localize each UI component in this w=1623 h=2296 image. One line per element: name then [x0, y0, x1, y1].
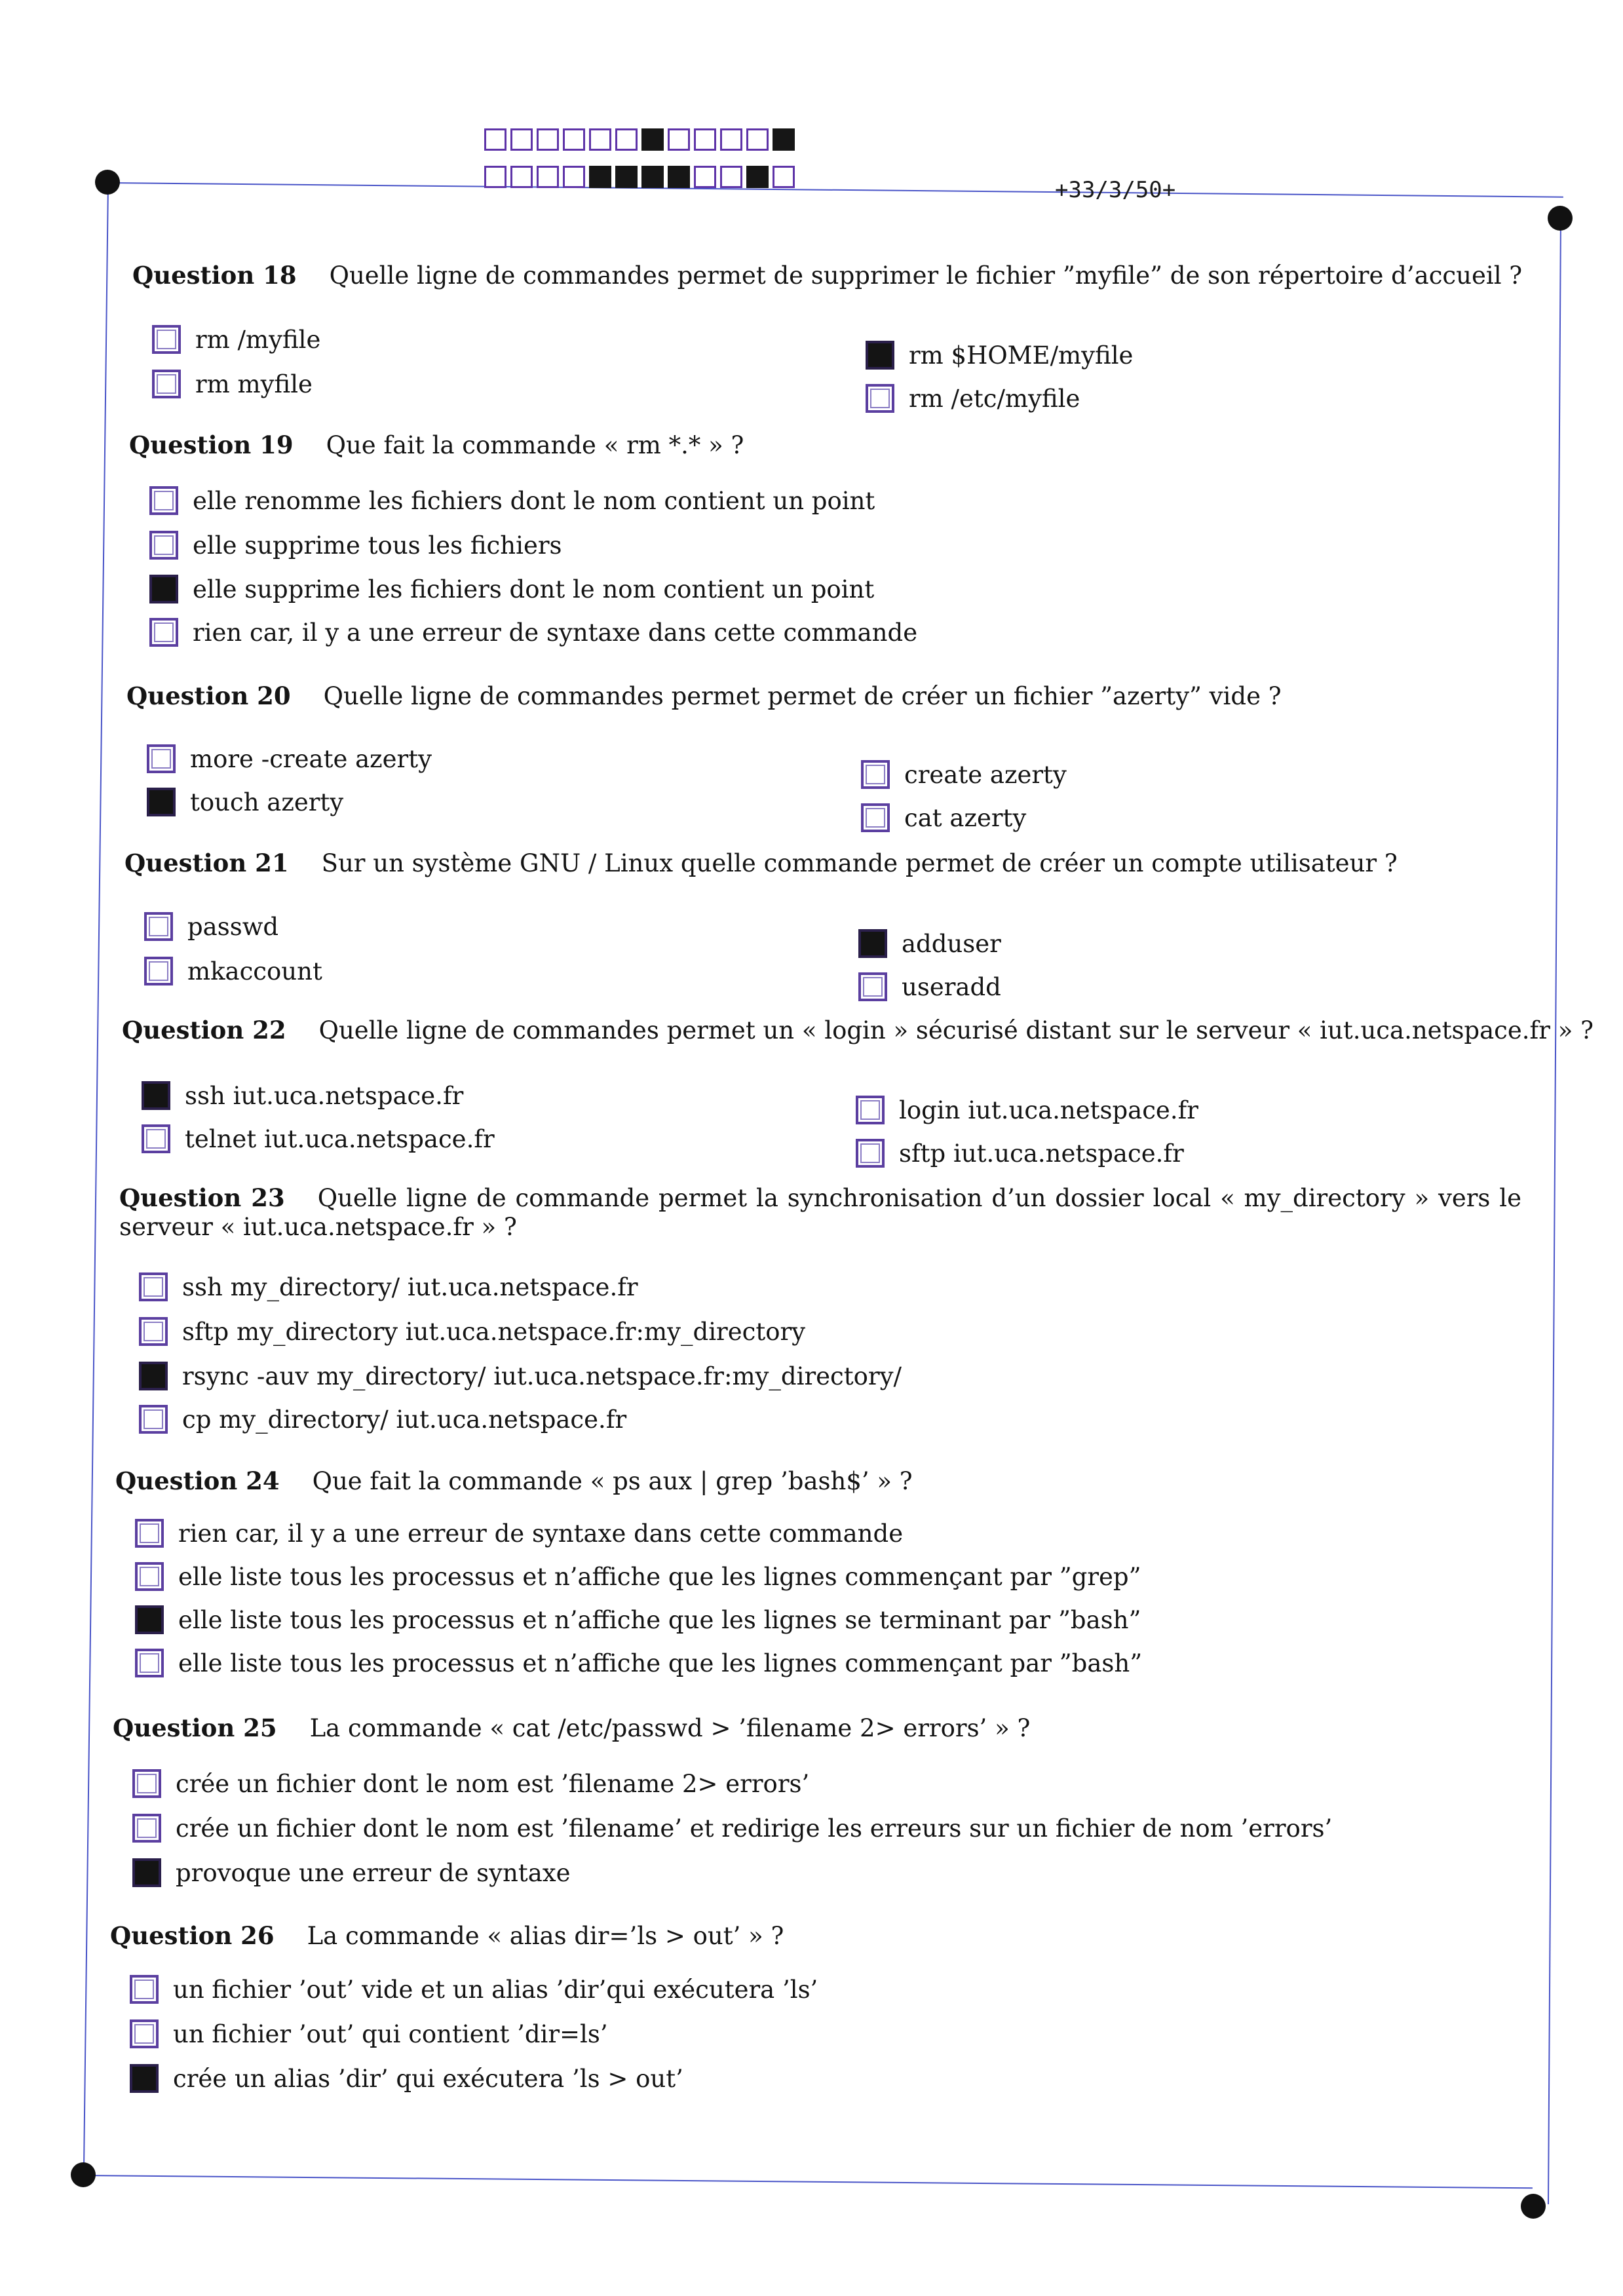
id-code-cell	[773, 128, 795, 151]
question-header	[124, 849, 1398, 878]
answer-checkbox[interactable]	[135, 1562, 164, 1591]
answer-choice[interactable]	[856, 1096, 1198, 1124]
answer-choice[interactable]	[132, 1858, 571, 1887]
id-code-cell	[720, 128, 742, 151]
id-code-cell	[484, 166, 506, 188]
id-code-cell	[615, 166, 638, 188]
answer-label: ssh iut.uca.netspace.fr	[185, 1081, 464, 1110]
corner-marker-bottom-left	[71, 2162, 96, 2187]
id-code-cell	[773, 166, 795, 188]
question-number: Question 23	[119, 1183, 285, 1212]
id-code-cell	[694, 128, 716, 151]
id-code-cell	[668, 128, 690, 151]
answer-choice[interactable]	[130, 1975, 818, 2004]
answer-checkbox[interactable]	[130, 1975, 159, 2004]
id-code-cell	[746, 166, 769, 188]
question-text: Quelle ligne de commandes permet permet de créer un fichier ”azerty” vide ?	[323, 682, 1282, 710]
answer-checkbox[interactable]	[152, 325, 181, 354]
answer-checkbox[interactable]	[142, 1124, 170, 1153]
answer-label: rien car, il y a une erreur de syntaxe dans cette commande	[178, 1519, 904, 1548]
frame-right-line	[1548, 219, 1561, 2204]
id-code-row-2	[484, 166, 799, 188]
question-text: Quelle ligne de commandes permet un « login » sécurisé distant sur le serveur « iut.uca.netspace.fr » ?	[318, 1016, 1594, 1044]
question-number: Question 24	[115, 1466, 280, 1495]
answer-checkbox[interactable]	[132, 1769, 161, 1798]
answer-label: elle liste tous les processus et n’affiche que les lignes commençant par ”bash”	[178, 1649, 1143, 1677]
answer-label: useradd	[902, 972, 1001, 1001]
answer-checkbox[interactable]	[149, 575, 178, 603]
answer-label: elle supprime tous les fichiers	[193, 531, 562, 560]
answer-checkbox[interactable]	[139, 1362, 168, 1390]
answer-choice[interactable]	[149, 618, 917, 647]
question-header	[129, 430, 744, 460]
question-number: Question 26	[110, 1921, 275, 1950]
answer-choice[interactable]	[147, 744, 432, 773]
answer-checkbox[interactable]	[142, 1081, 170, 1110]
answer-choice[interactable]	[142, 1081, 463, 1110]
answer-choice[interactable]	[132, 1814, 1332, 1843]
answer-choice[interactable]	[144, 957, 322, 985]
id-code-cell	[563, 166, 585, 188]
id-code-cell	[746, 128, 769, 151]
question-text: La commande « alias dir=’ls > out’ » ?	[307, 1922, 784, 1950]
answer-checkbox[interactable]	[135, 1649, 164, 1677]
answer-label: rm /myfile	[195, 325, 321, 354]
answer-label: cat azerty	[904, 803, 1027, 832]
question-text: Quelle ligne de commandes permet de supprimer le fichier ”myfile” de son répertoire d’accueil ?	[329, 261, 1523, 290]
answer-choice[interactable]	[139, 1405, 626, 1434]
answer-choice[interactable]	[135, 1519, 903, 1548]
answer-choice[interactable]	[147, 788, 343, 816]
answer-checkbox[interactable]	[144, 912, 173, 941]
answer-choice[interactable]	[149, 486, 875, 515]
id-code-cell	[537, 128, 559, 151]
answer-label: rm $HOME/myfile	[909, 341, 1134, 370]
question-number: Question 19	[129, 430, 294, 459]
answer-choice[interactable]	[861, 760, 1067, 789]
answer-checkbox[interactable]	[135, 1605, 164, 1634]
answer-choice[interactable]	[152, 370, 313, 398]
answer-label: un fichier ’out’ qui contient ’dir=ls’	[173, 2019, 608, 2048]
answer-checkbox[interactable]	[866, 341, 894, 370]
id-code-cell	[694, 166, 716, 188]
answer-label: un fichier ’out’ vide et un alias ’dir’qui exécutera ’ls’	[173, 1975, 818, 2004]
frame-left-line	[83, 183, 109, 2175]
question-header	[122, 1016, 1594, 1045]
question-header	[110, 1921, 784, 1951]
answer-checkbox[interactable]	[149, 486, 178, 515]
answer-label: rsync -auv my_directory/ iut.uca.netspace.fr:my_directory/	[182, 1362, 902, 1390]
question-text: Que fait la commande « ps aux | grep ’bash$’ » ?	[312, 1467, 913, 1495]
answer-checkbox[interactable]	[147, 788, 176, 816]
answer-choice[interactable]	[142, 1124, 495, 1153]
answer-choice[interactable]	[139, 1272, 638, 1301]
id-code-cell	[720, 166, 742, 188]
answer-checkbox[interactable]	[132, 1858, 161, 1887]
id-code-cell	[615, 128, 638, 151]
answer-checkbox[interactable]	[139, 1272, 168, 1301]
answer-label: login iut.uca.netspace.fr	[899, 1096, 1198, 1124]
answer-checkbox[interactable]	[149, 531, 178, 560]
answer-choice[interactable]	[149, 531, 562, 560]
answer-checkbox[interactable]	[858, 972, 887, 1001]
answer-checkbox[interactable]	[144, 957, 173, 985]
answer-label: mkaccount	[187, 957, 322, 985]
answer-label: passwd	[187, 912, 279, 941]
answer-checkbox[interactable]	[152, 370, 181, 398]
answer-label: rien car, il y a une erreur de syntaxe dans cette commande	[193, 618, 918, 647]
answer-checkbox[interactable]	[132, 1814, 161, 1843]
question-number: Question 18	[132, 261, 297, 290]
answer-label: crée un fichier dont le nom est ’filename’ et redirige les erreurs sur un fichier de nom ’errors’	[176, 1814, 1333, 1843]
answer-choice[interactable]	[858, 972, 1001, 1001]
question-header	[113, 1713, 1030, 1743]
answer-checkbox[interactable]	[139, 1317, 168, 1346]
answer-choice[interactable]	[139, 1362, 902, 1390]
answer-label: telnet iut.uca.netspace.fr	[185, 1124, 495, 1153]
frame-bottom-line	[83, 2175, 1533, 2189]
answer-checkbox[interactable]	[856, 1096, 885, 1124]
answer-label: elle liste tous les processus et n’affiche que les lignes se terminant par ”bash”	[178, 1605, 1141, 1634]
id-code-cell	[641, 166, 664, 188]
answer-choice[interactable]	[144, 912, 278, 941]
frame-top-line	[107, 182, 1563, 198]
answer-label: crée un fichier dont le nom est ’filename 2> errors’	[176, 1769, 810, 1798]
id-code-cell	[589, 166, 611, 188]
answer-label: rm myfile	[195, 370, 313, 398]
answer-choice[interactable]	[132, 1769, 809, 1798]
answer-label: elle liste tous les processus et n’affiche que les lignes commençant par ”grep”	[178, 1562, 1141, 1591]
question-number: Question 20	[126, 681, 291, 710]
corner-marker-bottom-right	[1521, 2194, 1546, 2219]
answer-label: adduser	[902, 929, 1001, 958]
id-code-cell	[589, 128, 611, 151]
answer-label: elle supprime les fichiers dont le nom contient un point	[193, 575, 875, 603]
id-code-cell	[641, 128, 664, 151]
answer-checkbox[interactable]	[856, 1139, 885, 1168]
corner-marker-top-left	[95, 170, 120, 195]
question-text: La commande « cat /etc/passwd > ’filename 2> errors’ » ?	[309, 1714, 1031, 1742]
question-header	[126, 681, 1282, 711]
answer-choice[interactable]	[858, 929, 1001, 958]
id-code-row-1	[484, 128, 799, 151]
id-code-cell	[510, 128, 533, 151]
answer-checkbox[interactable]	[149, 618, 178, 647]
question-number: Question 25	[113, 1713, 277, 1742]
answer-label: cp my_directory/ iut.uca.netspace.fr	[182, 1405, 627, 1434]
answer-choice[interactable]	[135, 1605, 1141, 1634]
answer-choice[interactable]	[152, 325, 320, 354]
answer-label: sftp iut.uca.netspace.fr	[899, 1139, 1184, 1168]
answer-checkbox[interactable]	[130, 2064, 159, 2093]
id-code-cell	[484, 128, 506, 151]
answer-checkbox[interactable]	[147, 744, 176, 773]
answer-label: sftp my_directory iut.uca.netspace.fr:my_directory	[182, 1317, 806, 1346]
answer-label: elle renomme les fichiers dont le nom contient un point	[193, 486, 875, 515]
question-header	[115, 1466, 913, 1496]
corner-marker-top-right	[1548, 206, 1573, 231]
answer-choice[interactable]	[866, 384, 1080, 413]
answer-choice[interactable]	[856, 1139, 1184, 1168]
answer-label: rm /etc/myfile	[909, 384, 1080, 413]
answer-checkbox[interactable]	[135, 1519, 164, 1548]
question-text: Sur un système GNU / Linux quelle commande permet de créer un compte utilisateur ?	[321, 849, 1398, 877]
answer-choice[interactable]	[861, 803, 1026, 832]
answer-checkbox[interactable]	[861, 803, 890, 832]
id-code-cell	[510, 166, 533, 188]
question-header	[132, 261, 1522, 290]
id-code-cell	[668, 166, 690, 188]
answer-choice[interactable]	[130, 2064, 683, 2093]
answer-checkbox[interactable]	[866, 384, 894, 413]
id-code-cell	[563, 128, 585, 151]
answer-label: ssh my_directory/ iut.uca.netspace.fr	[182, 1272, 638, 1301]
answer-choice[interactable]	[135, 1562, 1141, 1591]
answer-checkbox[interactable]	[130, 2019, 159, 2048]
answer-checkbox[interactable]	[139, 1405, 168, 1434]
question-number: Question 21	[124, 849, 289, 877]
answer-checkbox[interactable]	[858, 929, 887, 958]
answer-checkbox[interactable]	[861, 760, 890, 789]
answer-choice[interactable]	[130, 2019, 608, 2048]
answer-choice[interactable]	[139, 1317, 805, 1346]
id-code-cell	[537, 166, 559, 188]
answer-label: crée un alias ’dir’ qui exécutera ’ls > out’	[173, 2064, 683, 2093]
answer-label: touch azerty	[190, 788, 344, 816]
question-text: Quelle ligne de commande permet la synchronisation d’un dossier local « my_directory » vers le serveur « iut.uca.netspace.fr » ?	[119, 1184, 1521, 1242]
question-text: Que fait la commande « rm *.* » ?	[326, 431, 744, 459]
answer-label: provoque une erreur de syntaxe	[176, 1858, 571, 1887]
question-number: Question 22	[122, 1016, 286, 1044]
page-code: +33/3/50+	[1055, 177, 1176, 203]
answer-label: more -create azerty	[190, 744, 432, 773]
answer-choice[interactable]	[149, 575, 874, 603]
question-header	[119, 1183, 1521, 1242]
answer-choice[interactable]	[866, 341, 1133, 370]
answer-label: create azerty	[904, 760, 1067, 789]
answer-choice[interactable]	[135, 1649, 1142, 1677]
